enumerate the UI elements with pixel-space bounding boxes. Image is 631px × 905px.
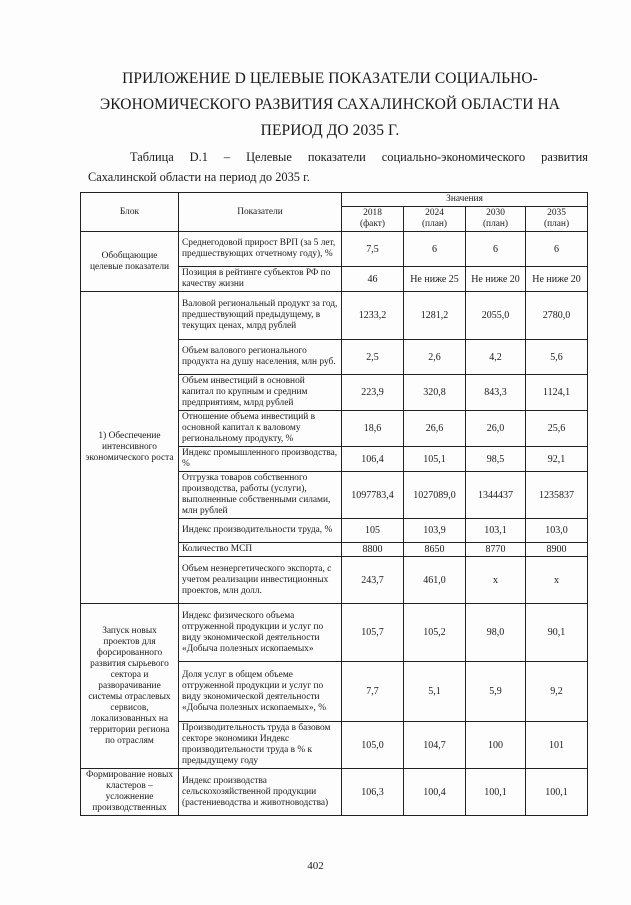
value-2024: 2,6: [404, 340, 466, 375]
value-2030: 8770: [466, 543, 526, 557]
value-2030: 1344437: [466, 472, 526, 519]
value-2030: 6: [466, 232, 526, 267]
value-2030: 103,1: [466, 519, 526, 543]
block-cell-raw-materials: Запуск новых проектов для форсированного развития сырьевого сектора и разворачивание системы отраслевых сервисов, локализованных на территории региона по отраслям: [81, 604, 179, 769]
heading-line-1: ПРИЛОЖЕНИЕ D ЦЕЛЕВЫЕ ПОКАЗАТЕЛИ СОЦИАЛЬНО-: [122, 70, 538, 87]
value-2035: 5,6: [526, 340, 588, 375]
value-2024: 1281,2: [404, 292, 466, 340]
header-indicators: Показатели: [179, 193, 342, 232]
indicator-cell: Объем неэнергетического экспорта, с учетом реализации инвестиционных проектов, млн долл.: [179, 557, 342, 604]
table-row: [81, 292, 588, 340]
indicator-cell: Объем инвестиций в основной капитал по крупным и средним предприятиям, млрд рублей: [179, 375, 342, 411]
value-2018: 1097783,4: [342, 472, 404, 519]
block-cell-general: Обобщающие целевые показатели: [81, 232, 179, 292]
indicator-cell: Индекс промышленного производства, %: [179, 447, 342, 472]
indicator-cell: Валовой региональный продукт за год, предшествующий предыдущему, в текущих ценах, млрд рублей: [179, 292, 342, 340]
value-2035: 1235837: [526, 472, 588, 519]
value-2035: Не ниже 20: [526, 267, 588, 292]
value-2018: 106,3: [342, 769, 404, 816]
value-2018: 105: [342, 519, 404, 543]
header-year-2030: 2030 (план): [466, 207, 526, 232]
value-2035: 8900: [526, 543, 588, 557]
value-2024: 5,1: [404, 662, 466, 722]
value-2018: 18,6: [342, 411, 404, 447]
value-2024: 461,0: [404, 557, 466, 604]
value-2018: 106,4: [342, 447, 404, 472]
value-2030: х: [466, 557, 526, 604]
heading-line-2: ЭКОНОМИЧЕСКОГО РАЗВИТИЯ САХАЛИНСКОЙ ОБЛАСТИ НА: [99, 96, 561, 113]
header-year-2024: 2024 (план): [404, 207, 466, 232]
page-number: 402: [307, 860, 324, 872]
value-2035: 9,2: [526, 662, 588, 722]
value-2018: 46: [342, 267, 404, 292]
appendix-heading: [60, 66, 600, 144]
header-values: Значения: [342, 193, 588, 207]
header-year-2018: 2018 (факт): [342, 207, 404, 232]
value-2024: 103,9: [404, 519, 466, 543]
value-2030: Не ниже 20: [466, 267, 526, 292]
header-block: Блок: [81, 193, 179, 232]
indicator-cell: Индекс производства сельскохозяйственной продукции (растениеводства и животноводства): [179, 769, 342, 816]
block-cell-growth: 1) Обеспечение интенсивного экономического роста: [81, 292, 179, 604]
indicator-cell: Количество МСП: [179, 543, 342, 557]
value-2030: 2055,0: [466, 292, 526, 340]
caption-line-1: Таблица D.1 – Целевые показатели социально-экономического развития: [130, 150, 588, 164]
value-2018: 8800: [342, 543, 404, 557]
value-2035: 100,1: [526, 769, 588, 816]
indicator-cell: Среднегодовой прирост ВРП (за 5 лет, предшествующих отчетному году), %: [179, 232, 342, 267]
value-2030: 100,1: [466, 769, 526, 816]
indicator-cell: Индекс производительности труда, %: [179, 519, 342, 543]
value-2035: 101: [526, 722, 588, 769]
value-2024: 26,6: [404, 411, 466, 447]
value-2018: 105,7: [342, 604, 404, 662]
value-2024: 6: [404, 232, 466, 267]
value-2024: 105,2: [404, 604, 466, 662]
table-caption: [88, 147, 588, 187]
value-2035: 6: [526, 232, 588, 267]
header-year-2035: 2035 (план): [526, 207, 588, 232]
value-2024: Не ниже 25: [404, 267, 466, 292]
caption-line-2: Сахалинской области на период до 2035 г.: [88, 170, 310, 184]
value-2024: 104,7: [404, 722, 466, 769]
value-2035: 1124,1: [526, 375, 588, 411]
value-2035: 90,1: [526, 604, 588, 662]
table-row: [81, 604, 588, 662]
value-2030: 26,0: [466, 411, 526, 447]
value-2018: 1233,2: [342, 292, 404, 340]
indicator-cell: Позиция в рейтинге субъектов РФ по качеству жизни: [179, 267, 342, 292]
value-2024: 105,1: [404, 447, 466, 472]
value-2035: 92,1: [526, 447, 588, 472]
table-row: [81, 232, 588, 267]
block-cell-clusters: Формирование новых кластеров – усложнение производственных: [81, 769, 179, 816]
value-2018: 7,7: [342, 662, 404, 722]
value-2018: 105,0: [342, 722, 404, 769]
value-2024: 100,4: [404, 769, 466, 816]
indicators-table: [80, 192, 588, 816]
value-2018: 2,5: [342, 340, 404, 375]
indicator-cell: Производительность труда в базовом секторе экономики Индекс производительности труда в % к предыдущему году: [179, 722, 342, 769]
value-2030: 4,2: [466, 340, 526, 375]
value-2018: 7,5: [342, 232, 404, 267]
value-2030: 843,3: [466, 375, 526, 411]
value-2035: 103,0: [526, 519, 588, 543]
value-2024: 8650: [404, 543, 466, 557]
value-2018: 223,9: [342, 375, 404, 411]
value-2018: 243,7: [342, 557, 404, 604]
indicator-cell: Доля услуг в общем объеме отгруженной продукции и услуг по виду экономической деятельности «Добыча полезных ископаемых», %: [179, 662, 342, 722]
value-2030: 98,0: [466, 604, 526, 662]
value-2024: 320,8: [404, 375, 466, 411]
indicator-cell: Объем валового регионального продукта на душу населения, млн руб.: [179, 340, 342, 375]
indicator-cell: Отношение объема инвестиций в основной капитал к валовому региональному продукту, %: [179, 411, 342, 447]
value-2035: х: [526, 557, 588, 604]
value-2030: 5,9: [466, 662, 526, 722]
indicator-cell: Индекс физического объема отгруженной продукции и услуг по виду экономической деятельности «Добыча полезных ископаемых»: [179, 604, 342, 662]
value-2024: 1027089,0: [404, 472, 466, 519]
value-2030: 100: [466, 722, 526, 769]
value-2035: 25,6: [526, 411, 588, 447]
indicator-cell: Отгрузка товаров собственного производства, работы (услуги), выполненные собственными силами, млн рублей: [179, 472, 342, 519]
table-row: [81, 769, 588, 816]
value-2035: 2780,0: [526, 292, 588, 340]
value-2030: 98,5: [466, 447, 526, 472]
heading-line-3: ПЕРИОД ДО 2035 Г.: [260, 122, 400, 139]
